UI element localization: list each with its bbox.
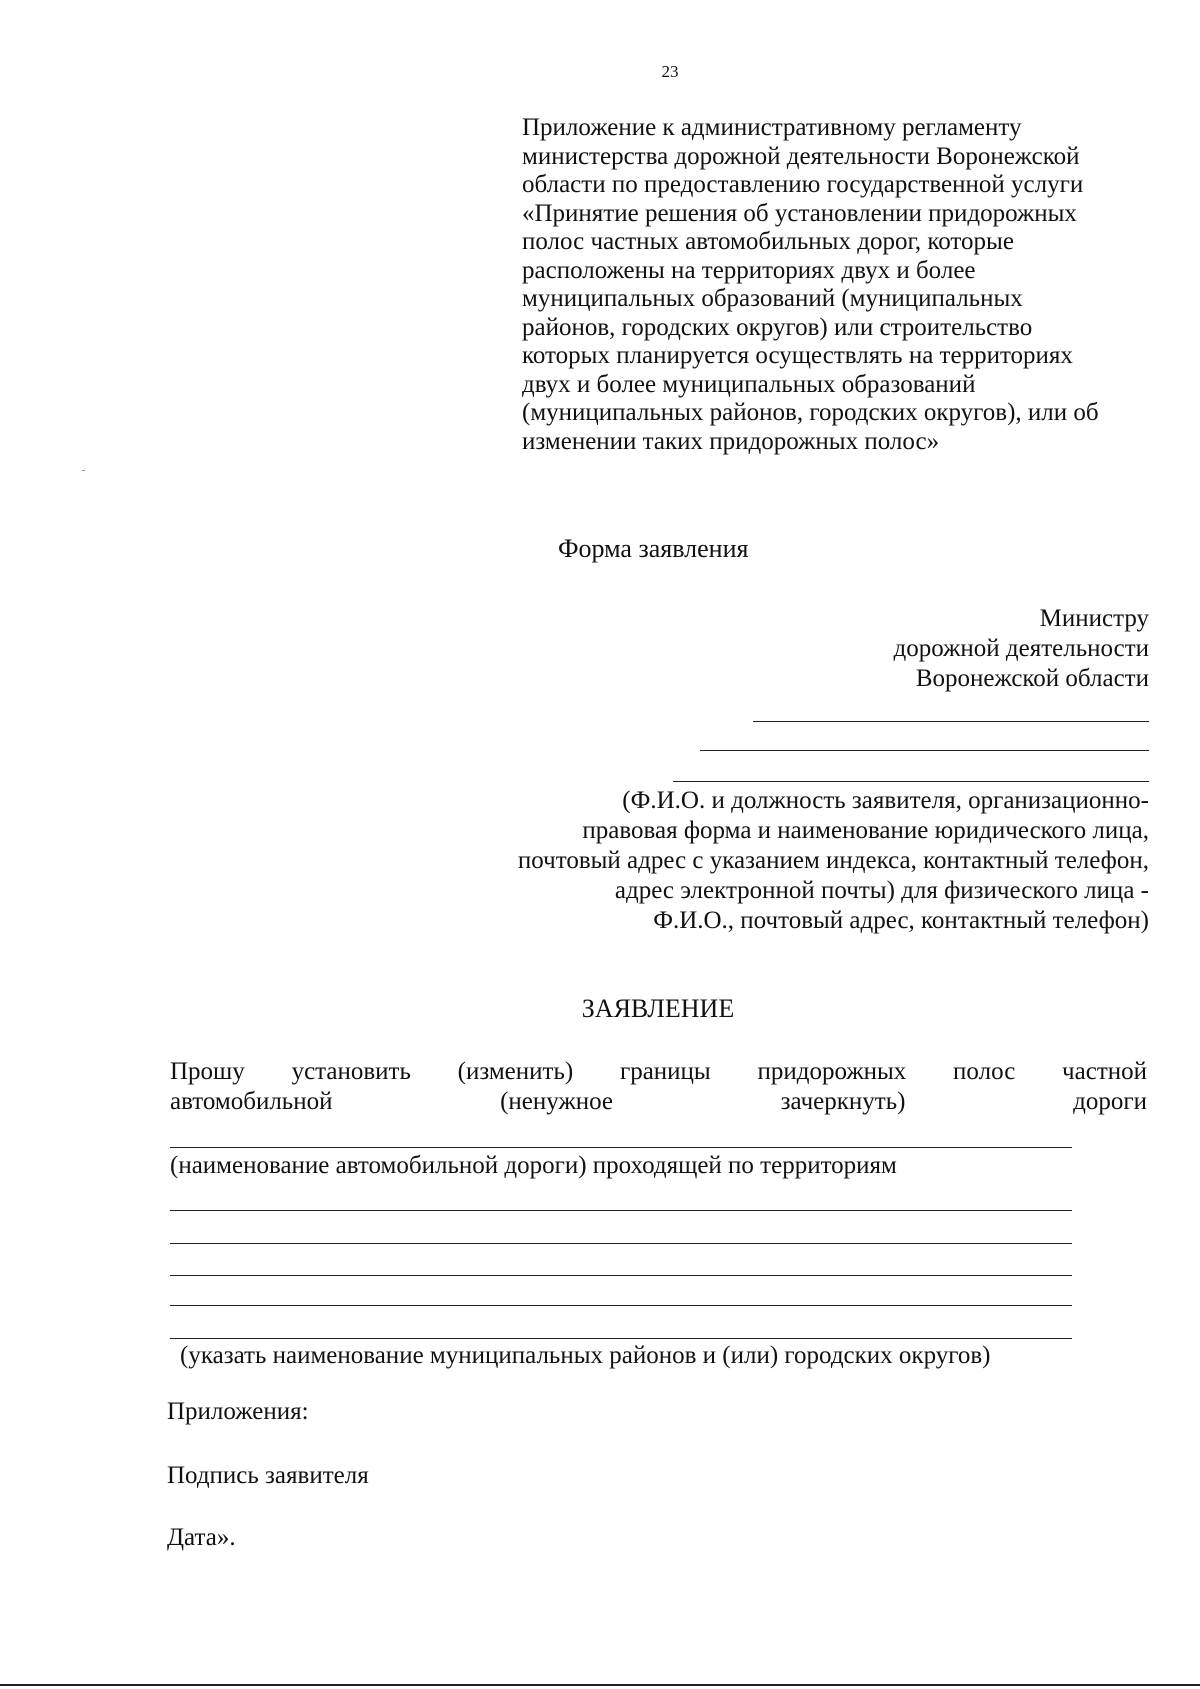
request-word: автомобильной [170,1088,333,1115]
addressee-block [894,604,1150,694]
applicant-note [518,786,1149,936]
appendix-line: изменении таких придорожных полос» [522,427,940,455]
appendix-line: районов, городских округов) или строительство [522,313,1033,341]
applicant-blank-line [673,781,1149,782]
territory-blank-line [170,1275,1072,1276]
appendix-line: области по предоставлению государственной услуги [522,171,1084,198]
statement-title: ЗАЯВЛЕНИЕ [581,994,735,1023]
territory-blank-line [170,1243,1072,1244]
appendix-line: полос частных автомобильных дорог, которые [522,228,1014,255]
applicant-note-line: (Ф.И.О. и должность заявителя, организационно- [622,787,1149,814]
addressee-line: дорожной деятельности [893,635,1149,662]
appendix-line: Приложение к административному регламенту [522,114,1022,141]
appendix-heading [522,114,1142,456]
appendix-line: двух и более муниципальных образований [522,370,976,398]
territory-blank-line [170,1305,1072,1306]
page-number: 23 [661,62,679,81]
request-word: придорожных [757,1058,907,1085]
applicant-blank-line [753,721,1149,722]
applicant-note-line: правовая форма и наименование юридического лица, [582,817,1149,844]
appendix-line: министерства дорожной деятельности Воронежской [522,142,1080,170]
scan-margin-mark [82,470,85,471]
request-word: полос [953,1058,1016,1085]
request-word: Прошу [170,1058,245,1085]
request-text-row [170,1058,1147,1086]
appendix-line: которых планируется осуществлять на территориях [522,342,1073,369]
road-name-caption: (наименование автомобильной дороги) проходящей по территориям [170,1152,897,1179]
request-word: границы [619,1058,711,1085]
appendix-line: расположены на территориях двух и более [522,256,976,284]
request-word: (изменить) [457,1058,574,1085]
request-word: дороги [1073,1088,1147,1115]
applicant-note-line: Ф.И.О., почтовый адрес, контактный телефон) [653,907,1149,934]
district-caption: (указать наименование муниципальных районов и (или) городских округов) [180,1342,991,1369]
territory-blank-line [170,1210,1072,1211]
signature-label: Подпись заявителя [167,1462,369,1489]
page-bottom-rule [0,1684,1200,1686]
addressee-line: Воронежской области [915,665,1149,692]
appendix-line: «Принятие решения об установлении придорожных [522,199,1077,227]
appendix-line: муниципальных образований (муниципальных [522,285,1023,312]
appendix-line: (муниципальных районов, городских округов), или об [522,399,1099,426]
territory-blank-line [170,1338,1072,1339]
applicant-note-line: почтовый адрес с указанием индекса, контактный телефон, [517,847,1149,874]
date-label: Дата». [167,1524,236,1551]
attachments-label: Приложения: [167,1398,309,1425]
request-word: частной [1062,1058,1147,1085]
addressee-line: Министру [1039,605,1149,632]
road-name-blank-line [170,1147,1072,1148]
applicant-note-line: адрес электронной почты) для физического лица - [614,877,1149,904]
request-word: зачеркнуть) [780,1088,906,1115]
form-title: Форма заявления [558,534,749,563]
request-text-row [170,1088,1147,1116]
request-word: (ненужное [500,1088,613,1115]
applicant-blank-line [700,750,1149,751]
request-word: установить [291,1058,411,1085]
